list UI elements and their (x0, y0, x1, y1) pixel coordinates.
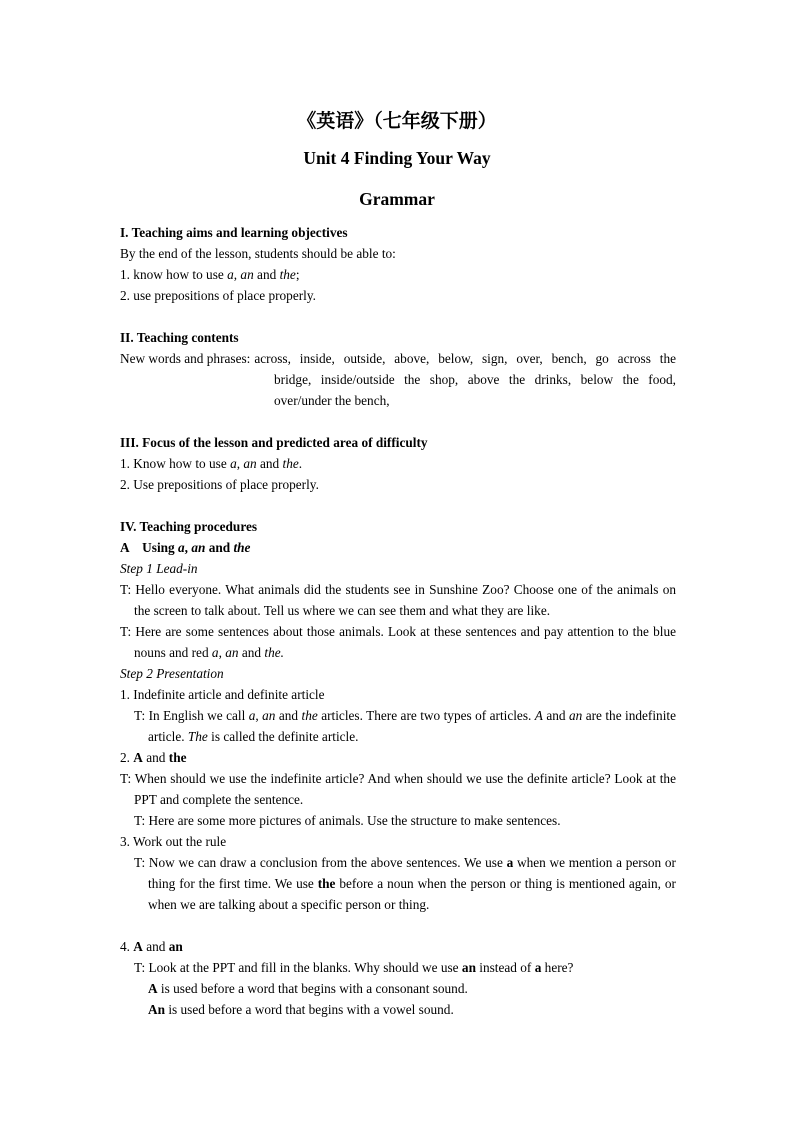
document-body (120, 222, 676, 1020)
unit-title: Unit 4 Finding Your Way (303, 148, 491, 168)
section-title: Grammar (359, 189, 435, 209)
document-title: 《英语》（七年级下册） (297, 111, 497, 132)
presentation-item-2-teacher-2: T: Here are some more pictures of animals. Use the structure to make sentences. (134, 813, 561, 828)
presentation-item-3: 3. Work out the rule (120, 834, 227, 849)
new-words-block (120, 348, 676, 411)
heading-procedures: IV. Teaching procedures (120, 519, 258, 534)
new-words-line-3: over/under the bench, (274, 393, 390, 408)
presentation-item-3-teacher: T: Now we can draw a conclusion from the above sentences. We use a when we mention a person or thing for the first time. We use the before a noun when the person or thing is mentioned again, or when we are talking about a specific person or thing. (134, 855, 676, 912)
aims-item-2: 2. use prepositions of place properly. (120, 288, 316, 303)
heading-teaching-contents: II. Teaching contents (120, 330, 239, 345)
rule-vowel: An is used before a word that begins with a vowel sound. (148, 1002, 454, 1017)
presentation-item-1-teacher: T: In English we call a, an and the articles. There are two types of articles. A and an are the indefinite article. The is called the definite article. (134, 708, 676, 744)
rule-consonant: A is used before a word that begins with a consonant sound. (148, 981, 468, 996)
heading-focus: III. Focus of the lesson and predicted area of difficulty (120, 435, 428, 450)
presentation-item-4: 4. A and an (120, 939, 183, 954)
focus-item-2: 2. Use prepositions of place properly. (120, 477, 319, 492)
aims-intro: By the end of the lesson, students should be able to: (120, 246, 396, 261)
new-words-line-1: across, inside, outside, above, below, sign, over, bench, go across the (254, 351, 676, 366)
new-words-label: New words and phrases: (120, 351, 251, 366)
focus-item-1: 1. Know how to use a, an and the. (120, 456, 303, 471)
presentation-item-2-teacher: T: When should we use the indefinite article? And when should we use the definite article? Look at the PPT and complete the sentence. (120, 771, 676, 807)
step-2-heading: Step 2 Presentation (120, 666, 224, 681)
new-words-line-2: bridge, inside/outside the shop, above the drinks, below the food, (274, 372, 676, 387)
step-1-heading: Step 1 Lead-in (120, 561, 198, 576)
presentation-item-1: 1. Indefinite article and definite article (120, 687, 325, 702)
presentation-item-2: 2. A and the (120, 750, 187, 765)
heading-teaching-aims: I. Teaching aims and learning objectives (120, 225, 348, 240)
teacher-line-2: T: Here are some sentences about those animals. Look at these sentences and pay attention to the blue nouns and red a, an and the. (120, 624, 676, 660)
teacher-line-1: T: Hello everyone. What animals did the students see in Sunshine Zoo? Choose one of the animals on the screen to talk about. Tell us where we can see them and what they are like. (120, 582, 676, 618)
presentation-item-4-teacher: T: Look at the PPT and fill in the blanks. Why should we use an instead of a here? (134, 960, 574, 975)
part-a-heading: A Using a, an and the (120, 540, 251, 555)
aims-item-1: 1. know how to use a, an and the; (120, 267, 300, 282)
